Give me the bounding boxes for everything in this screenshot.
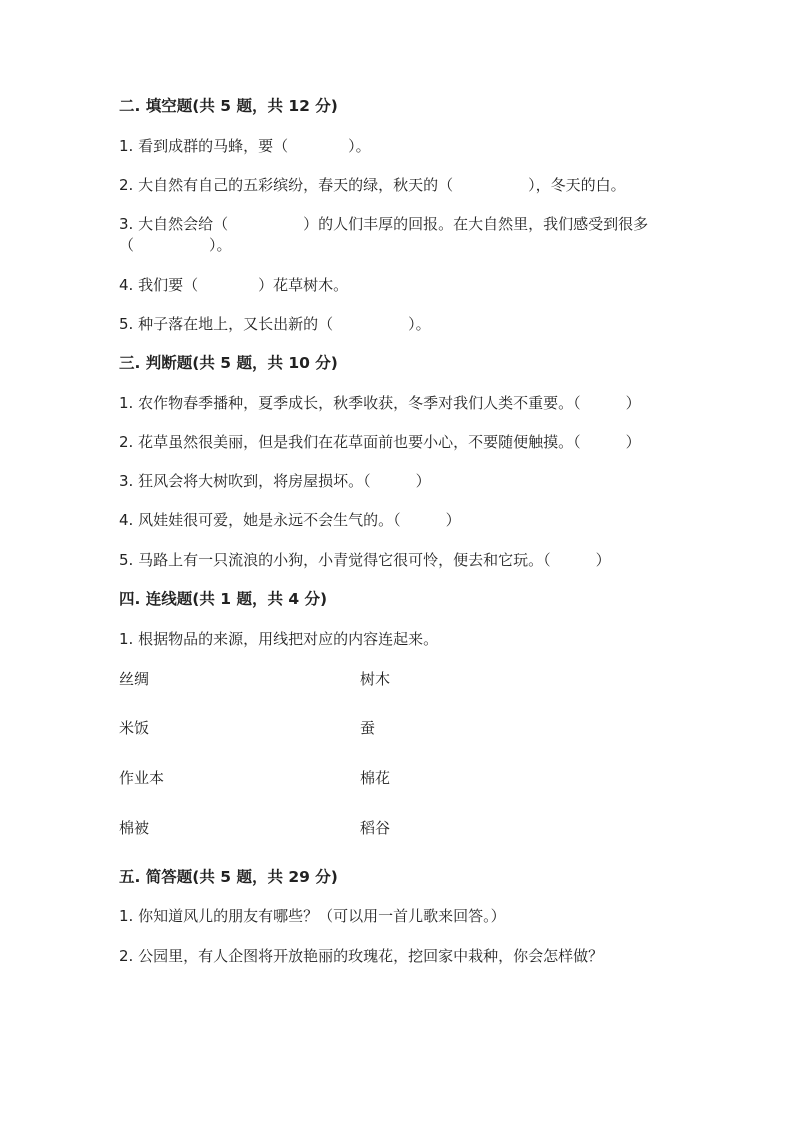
matching-left-item: 米饭 xyxy=(119,719,150,737)
question-text: 1. 农作物春季播种，夏季成长，秋季收获，冬季对我们人类不重要。（ ） xyxy=(119,394,641,412)
matching-right-item: 蚕 xyxy=(360,719,376,737)
question-text: 5. 种子落在地上，又长出新的（ ）。 xyxy=(119,315,431,333)
matching-left-item: 丝绸 xyxy=(119,670,150,688)
matching-right-item: 稻谷 xyxy=(360,819,391,837)
question-text: 2. 花草虽然很美丽，但是我们在花草面前也要小心，不要随便触摸。（ ） xyxy=(119,433,641,451)
matching-right-item: 树木 xyxy=(360,670,391,688)
section-heading-fill-blank: 二. 填空题(共 5 题，共 12 分) xyxy=(119,97,338,115)
question-text: 1. 你知道风儿的朋友有哪些？（可以用一首儿歌来回答。） xyxy=(119,907,506,925)
section-heading-judgement: 三. 判断题(共 5 题，共 10 分) xyxy=(119,354,338,372)
question-text: 5. 马路上有一只流浪的小狗，小青觉得它很可怜，便去和它玩。（ ） xyxy=(119,551,611,569)
section-heading-matching: 四. 连线题(共 1 题，共 4 分) xyxy=(119,590,328,608)
question-text: 4. 风娃娃很可爱，她是永远不会生气的。（ ） xyxy=(119,511,461,529)
question-text: 2. 公园里，有人企图将开放艳丽的玫瑰花，挖回家中栽种，你会怎样做？ xyxy=(119,947,604,965)
question-text: 3. 大自然会给（ ）的人们丰厚的回报。在大自然里，我们感受到很多 xyxy=(119,215,649,233)
question-text-continued: （ ）。 xyxy=(119,236,232,254)
matching-left-item: 作业本 xyxy=(119,769,165,787)
question-text: 3. 狂风会将大树吹到，将房屋损坏。（ ） xyxy=(119,472,431,490)
question-text: 1. 看到成群的马蜂，要（ ）。 xyxy=(119,137,371,155)
matching-right-item: 棉花 xyxy=(360,769,391,787)
question-text: 2. 大自然有自己的五彩缤纷，春天的绿，秋天的（ ），冬天的白。 xyxy=(119,176,626,194)
section-heading-short-answer: 五. 简答题(共 5 题，共 29 分) xyxy=(119,868,338,886)
question-text: 1. 根据物品的来源，用线把对应的内容连起来。 xyxy=(119,630,439,648)
matching-left-item: 棉被 xyxy=(119,819,150,837)
question-text: 4. 我们要（ ）花草树木。 xyxy=(119,276,349,294)
